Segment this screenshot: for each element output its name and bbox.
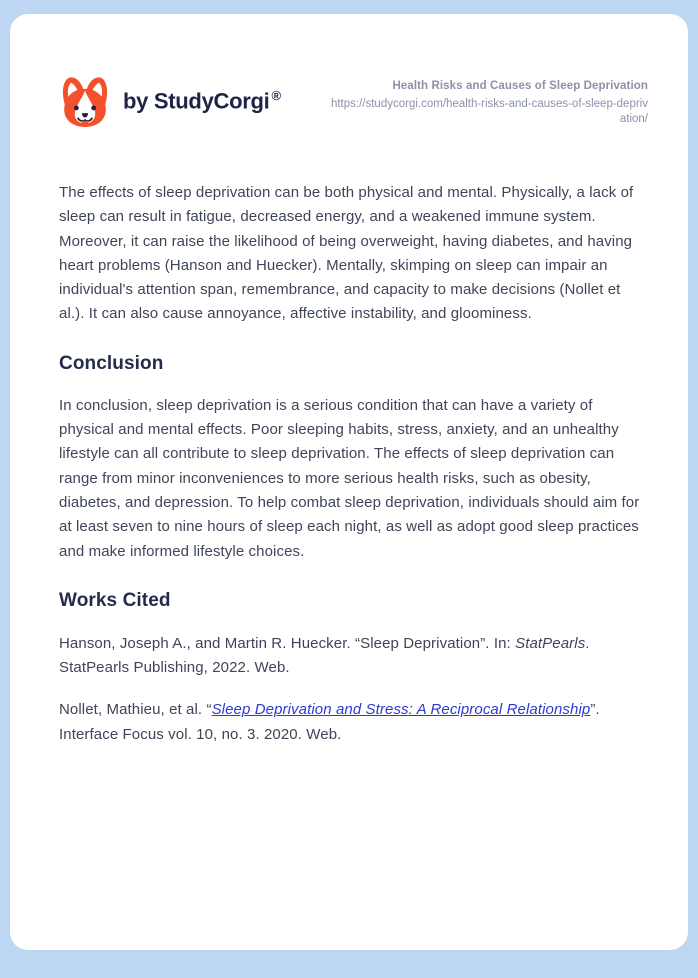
conclusion-heading: Conclusion	[59, 352, 164, 374]
document-url: https://studycorgi.com/health-risks-and-causes-of-sleep-deprivation/	[330, 98, 648, 125]
brand	[59, 73, 281, 129]
citation-nollet	[59, 698, 648, 747]
article-content	[59, 181, 648, 747]
intro-paragraph: The effects of sleep deprivation can be both physical and mental. Physically, a lack of sleep can result in fatigue, decreased energy, and a weakened immune system. Moreover, it can raise the likelihood of being overweight, having diabetes, and having heart problems (Hanson and Huecker). Mentally, skimping on sleep can impair an individual's attention span, remembrance, and capacity to make decisions (Nollet et al.). It can also cause annoyance, affective instability, and gloominess.	[59, 184, 634, 323]
conclusion-paragraph: In conclusion, sleep deprivation is a serious condition that can have a variety of physical and mental effects. Poor sleeping habits, stress, anxiety, and an unhealthy lifestyle can all contribute to sleep deprivation. The effects of sleep deprivation can range from minor inconveniences to more serious health risks, such as obesity, diabetes, and depression. To help combat sleep deprivation, individuals should aim for at least seven to nine hours of sleep each night, as well as adopt good sleep practices and make informed lifestyle choices.	[59, 396, 640, 560]
citation-hanson	[59, 632, 648, 681]
brand-wordmark	[123, 88, 281, 114]
citation-link[interactable]: Sleep Deprivation and Stress: A Reciprocal Relationship	[211, 701, 591, 719]
document-title: Health Risks and Causes of Sleep Deprivation	[392, 80, 648, 92]
citation-text: Nollet, Mathieu, et al. “	[59, 701, 212, 719]
registered-mark: ®	[271, 87, 281, 103]
citation-source-italic: StatPearls	[515, 634, 586, 652]
document-card	[10, 14, 688, 950]
citation-text: ”. Interface Focus vol. 10, no. 3. 2020. Web.	[59, 701, 600, 743]
corgi-logo-icon	[59, 73, 111, 129]
citation-text: Hanson, Joseph A., and Martin R. Huecker. “Sleep Deprivation”. In:	[59, 634, 516, 652]
document-meta	[326, 79, 648, 127]
citation-text: . StatPearls Publishing, 2022. Web.	[59, 634, 590, 677]
brand-wordmark-text: by StudyCorgi	[123, 88, 270, 114]
header	[59, 73, 648, 129]
works-cited-heading: Works Cited	[59, 589, 171, 611]
